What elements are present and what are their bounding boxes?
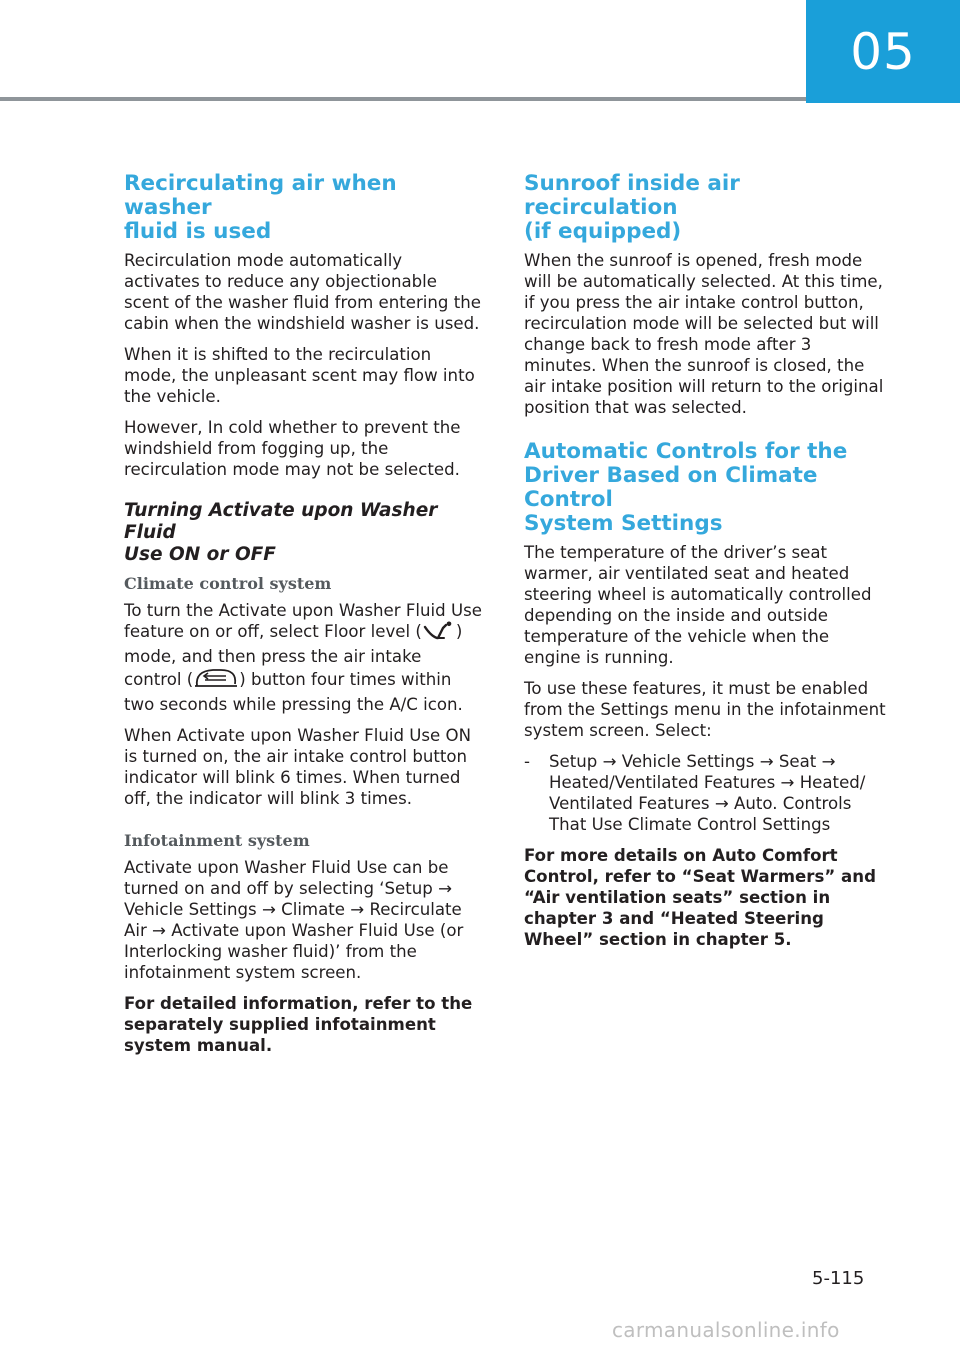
paragraph: The temperature of the driver’s seat warmer, air ventilated seat and heated steering wheel is automatically controlled depending on the inside and outside temperature of the vehicle when the engine is running. xyxy=(524,543,872,667)
paragraph: Recirculation mode automatically activates to reduce any objectionable scent of the washer fluid from entering the cabin when the windshield washer is used. xyxy=(124,251,481,333)
list-dash: - xyxy=(524,752,530,771)
heading-infotainment-system: Infotainment system xyxy=(124,831,310,850)
paragraph-climate-instructions xyxy=(124,600,482,715)
section-title-line: Recirculating air when washer xyxy=(124,171,397,220)
section-title-line: fluid is used xyxy=(124,219,272,244)
header-rule xyxy=(0,97,806,101)
text-segment: ) button four times within two seconds while pressing the A/C icon. xyxy=(124,670,463,714)
note-infotainment-manual: For detailed information, refer to the separately supplied infotainment system manual. xyxy=(124,994,473,1055)
text-segment: ) mode, and then press the air intake control ( xyxy=(124,622,463,689)
heading-climate-control-system: Climate control system xyxy=(124,574,332,593)
chapter-tab xyxy=(806,0,960,103)
chapter-number: 05 xyxy=(850,22,916,81)
air-intake-recirculation-icon xyxy=(193,667,239,694)
list-item xyxy=(524,751,888,835)
page-number: 5-115 xyxy=(812,1268,865,1289)
text-segment: To turn the Activate upon Washer Fluid Use feature on or off, select Floor level ( xyxy=(124,601,482,641)
section-title-recirculating-air xyxy=(124,172,482,244)
section-title-line: Driver Based on Climate Control xyxy=(524,463,818,512)
list-item-text: Setup → Vehicle Settings → Seat → Heated/Ventilated Features → Heated/ Ventilated Features → Auto. Controls That Use Climate Control Settings xyxy=(549,752,866,834)
floor-level-mode-icon xyxy=(422,621,456,646)
subsection-title-line: Use ON or OFF xyxy=(124,544,276,565)
right-column xyxy=(524,172,888,960)
watermark: carmanualsonline.info xyxy=(612,1318,840,1342)
section-title-line: (if equipped) xyxy=(524,219,682,244)
section-title-line: Sunroof inside air recirculation xyxy=(524,171,740,220)
left-column xyxy=(124,172,482,1066)
section-title-sunroof-recirculation xyxy=(524,172,888,244)
section-title-automatic-controls xyxy=(524,440,888,536)
subsection-title-washer-fluid xyxy=(124,500,482,566)
paragraph: Activate upon Washer Fluid Use can be turned on and off by selecting ‘Setup → Vehicle Settings → Climate → Recirculate Air → Activate upon Washer Fluid Use (or Interlocking washer fluid)’ from the infotainment system screen. xyxy=(124,858,464,982)
section-title-line: System Settings xyxy=(524,511,723,536)
subsection-title-line: Turning Activate upon Washer Fluid xyxy=(124,500,438,543)
paragraph: When the sunroof is opened, fresh mode will be automatically selected. At this time, if you press the air intake control button, recirculation mode will be selected but will change back to fresh mode after 3 minutes. When the sunroof is closed, the air intake position will return to the original position that was selected. xyxy=(524,251,884,417)
paragraph: To use these features, it must be enabled from the Settings menu in the infotainment system screen. Select: xyxy=(524,679,886,740)
paragraph: However, In cold whether to prevent the windshield from fogging up, the recirculation mode may not be selected. xyxy=(124,418,461,479)
paragraph: When Activate upon Washer Fluid Use ON is turned on, the air intake control button indicator will blink 6 times. When turned off, the indicator will blink 3 times. xyxy=(124,726,472,808)
note-auto-comfort: For more details on Auto Comfort Control, refer to “Seat Warmers” and “Air ventilation seats” section in chapter 3 and “Heated Steering Wheel” section in chapter 5. xyxy=(524,846,876,949)
paragraph: When it is shifted to the recirculation mode, the unpleasant scent may flow into the vehicle. xyxy=(124,345,475,406)
section-title-line: Automatic Controls for the xyxy=(524,439,848,464)
